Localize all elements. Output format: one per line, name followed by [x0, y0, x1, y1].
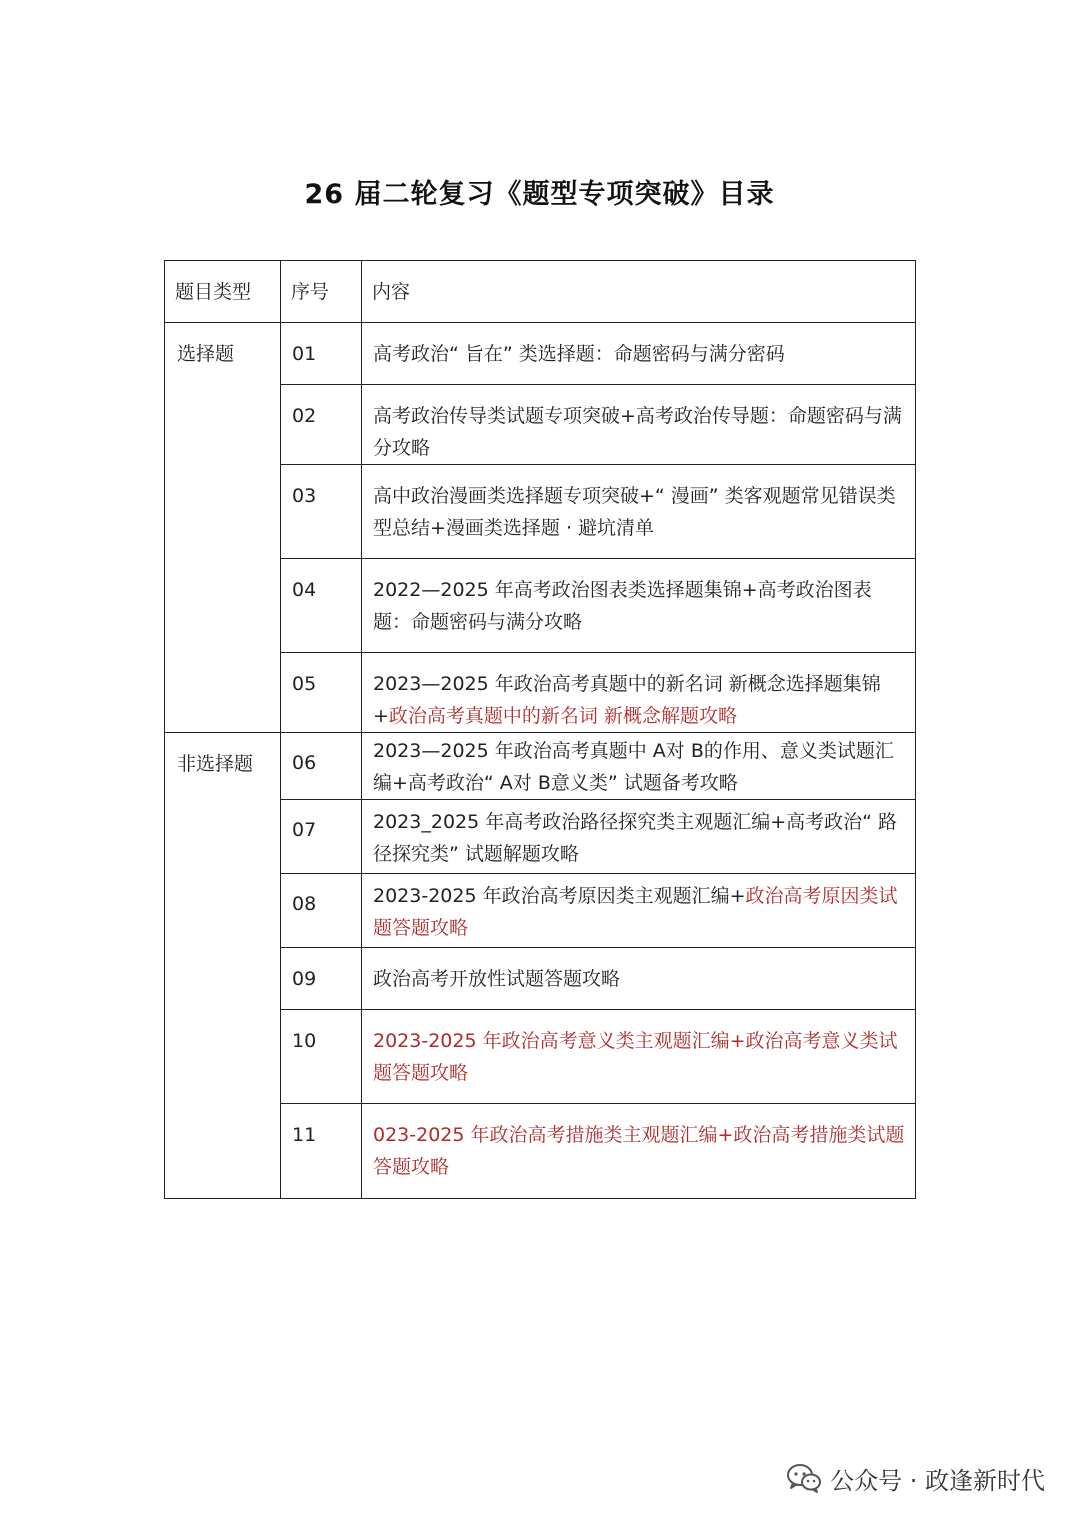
- row-number: 05: [281, 653, 362, 733]
- table-row: [165, 733, 916, 800]
- row-number: 07: [281, 800, 362, 874]
- category-cell: 非选择题: [165, 733, 281, 1199]
- row-content: 高考政治“ 旨在” 类选择题：命题密码与满分密码: [362, 323, 916, 385]
- row-content: 2023-2025 年政治高考意义类主观题汇编+政治高考意义类试题答题攻略: [362, 1010, 916, 1104]
- row-number: 10: [281, 1010, 362, 1104]
- row-number: 01: [281, 323, 362, 385]
- category-cell: 选择题: [165, 323, 281, 733]
- row-content: 2023—2025 年政治高考真题中 A对 B的作用、意义类试题汇编+高考政治“ A对 B意义类” 试题备考攻略: [362, 733, 916, 800]
- footer-text: 公众号 · 政逢新时代: [830, 1466, 1045, 1495]
- row-content: 高中政治漫画类选择题专项突破+“ 漫画” 类客观题常见错误类型总结+漫画类选择题 · 避坑清单: [362, 465, 916, 559]
- row-number: 03: [281, 465, 362, 559]
- row-number: 04: [281, 559, 362, 653]
- row-content: 政治高考开放性试题答题攻略: [362, 948, 916, 1010]
- wechat-icon: [786, 1462, 822, 1494]
- row-content: 2023_2025 年高考政治路径探究类主观题汇编+高考政治“ 路径探究类” 试题解题攻略: [362, 800, 916, 874]
- toc-table: [164, 260, 916, 1199]
- row-content: 2023-2025 年政治高考原因类主观题汇编+政治高考原因类试题答题攻略: [362, 874, 916, 948]
- table-row: [165, 323, 916, 385]
- row-content: 2023—2025 年政治高考真题中的新名词 新概念选择题集锦+政治高考真题中的新名词 新概念解题攻略: [362, 653, 916, 733]
- page-title: 26 届二轮复习《题型专项突破》目录: [304, 179, 775, 210]
- header-number: 序号: [281, 261, 362, 323]
- row-content: 2022—2025 年高考政治图表类选择题集锦+高考政治图表题：命题密码与满分攻略: [362, 559, 916, 653]
- table-header-row: [165, 261, 916, 323]
- header-category: 题目类型: [165, 261, 281, 323]
- footer-watermark: [786, 1458, 1045, 1498]
- row-content: 023-2025 年政治高考措施类主观题汇编+政治高考措施类试题答题攻略: [362, 1104, 916, 1199]
- row-content: 高考政治传导类试题专项突破+高考政治传导题：命题密码与满分攻略: [362, 385, 916, 465]
- row-number: 11: [281, 1104, 362, 1199]
- row-number: 09: [281, 948, 362, 1010]
- header-content: 内容: [362, 261, 916, 323]
- row-number: 08: [281, 874, 362, 948]
- row-number: 02: [281, 385, 362, 465]
- row-number: 06: [281, 733, 362, 800]
